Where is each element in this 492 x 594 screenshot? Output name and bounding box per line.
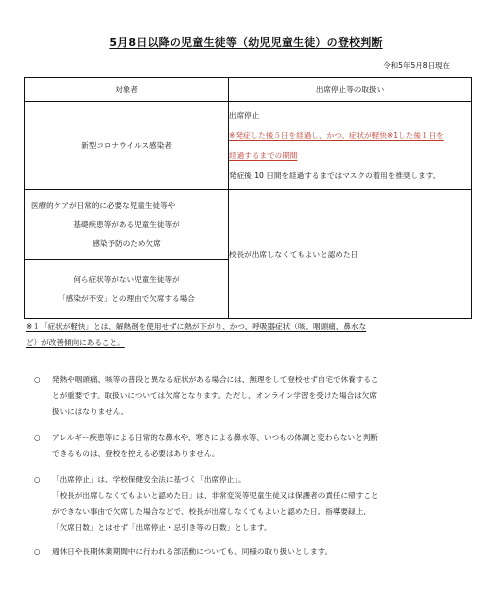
bullet-line: とが重要です。取扱いについては欠席となります。ただし、オンライン学習を受けた場合は欠席	[52, 391, 377, 400]
bullet-mark: ○	[34, 547, 41, 556]
row-principal-approved-handling: 校長が出席しなくてもよいと認めた日	[229, 190, 472, 319]
handling-line: 経過するまでの期間	[229, 150, 298, 160]
bullet-mark: ○	[34, 475, 41, 484]
handling-line: ※発症した後５日を経過し、かつ、症状が軽快※1した後１日を	[229, 130, 444, 140]
footnote-line: ど）が改善傾向にあること。	[26, 338, 125, 347]
bullet-line: 「欠席日数」とはせず「出席停止・忌引き等の日数」とします。	[52, 523, 272, 532]
bullet-item	[34, 544, 484, 560]
handling-line: 出席停止	[229, 110, 260, 120]
target-line: 基礎疾患等がある児童生徒等が	[73, 220, 180, 229]
bullet-item	[34, 372, 484, 420]
bullet-line: 扱いにはなりません。	[52, 407, 129, 416]
attendance-table	[24, 77, 472, 319]
bullet-item	[34, 472, 484, 536]
row-anxiety-target	[25, 260, 229, 319]
bullet-line: ができない事由で欠席した場合などで、校長が出席しなくてもよいと認めた日。指導要録上、	[52, 507, 371, 516]
row-medical-care-target	[25, 190, 229, 260]
bullet-mark: ○	[34, 433, 41, 442]
target-line: 「感染が不安」との理由で欠席する場合	[58, 294, 195, 303]
bullet-mark: ○	[34, 375, 41, 384]
row-covid-handling	[229, 102, 472, 190]
row-covid-target: 新型コロナウイルス感染者	[25, 102, 229, 190]
bullet-line: アレルギー疾患等による日常的な鼻水や、寒さによる鼻水等、いつもの体調と変わらないと判断	[52, 433, 378, 442]
footnote-line: ※１「症状が軽快」とは、解熱剤を使用せずに熱が下がり、かつ、呼吸器症状（咳、咽頭痛、鼻水な	[26, 322, 367, 331]
document-title	[0, 34, 492, 50]
header-target: 対象者	[25, 78, 229, 102]
bullet-item	[34, 430, 484, 462]
bullet-line: できるものは、登校を控える必要はありません。	[52, 449, 220, 458]
header-handling: 出席停止等の取扱い	[229, 78, 472, 102]
bullet-line: 「校長が出席しなくてもよいと認めた日」は、非常変災等児童生徒又は保護者の責任に帰すこと	[52, 491, 379, 500]
handling-line: 発症後 10 日間を経過するまではマスクの着用を推奨します。	[229, 170, 441, 180]
bullet-line: 発熱や咽頭痛、咳等の普段と異なる症状がある場合には、無理をして登校せず自宅で休養するこ	[52, 375, 379, 384]
document-date: 令和5年5月8日現在	[383, 61, 450, 70]
target-line: 感染予防のため欠席	[92, 239, 161, 248]
target-line: 何ら症状等がない児童生徒等が	[73, 275, 180, 284]
bullet-line: 「出席停止」は、学校保健安全法に基づく「出席停止」。	[52, 475, 246, 484]
bullet-line: 週休日や長期休業期間中に行われる部活動についても、同様の取り扱いとします。	[52, 547, 333, 556]
document-title-text: 5月8日以降の児童生徒等（幼児児童生徒）の登校判断	[109, 36, 383, 49]
footnote	[26, 319, 466, 351]
target-line: 医療的ケアが日常的に必要な児童生徒等や	[31, 201, 176, 210]
